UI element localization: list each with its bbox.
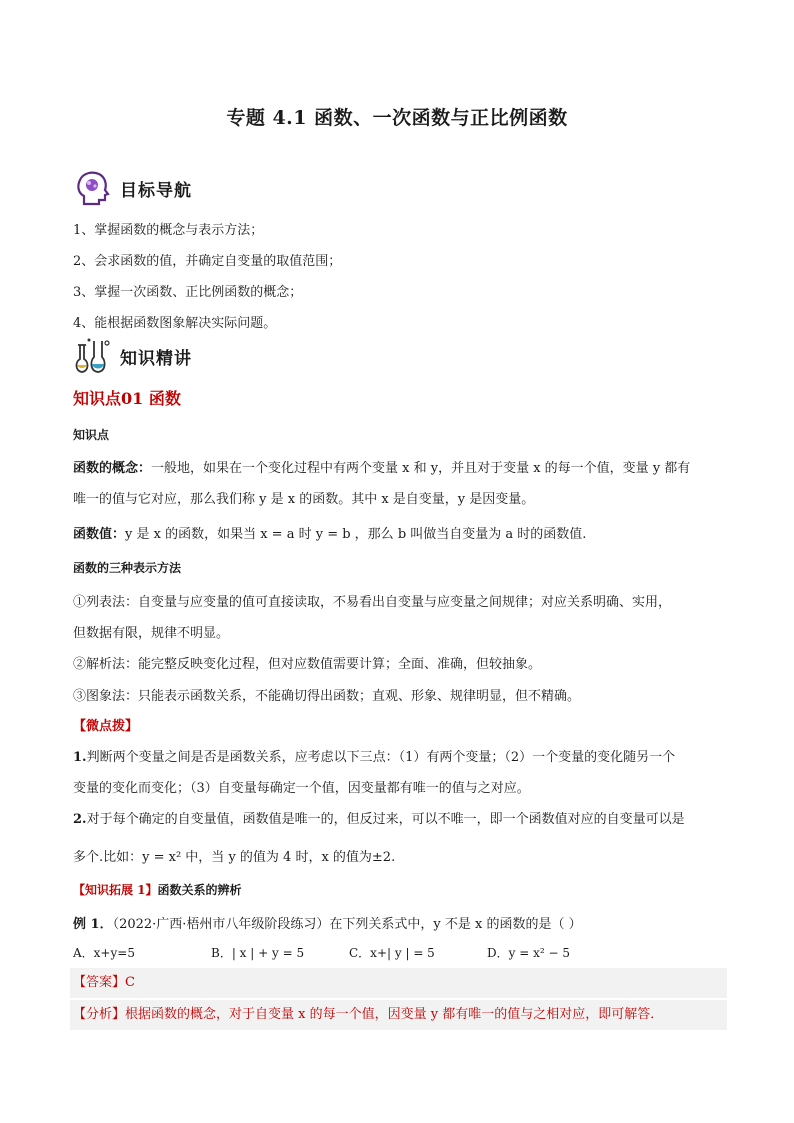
analysis-tag: 【分析】 [73, 1007, 126, 1022]
tip-text: 判断两个变量之间是否是函数关系，应考虑以下三点：（1）有两个变量；（2）一个变量的变化随另一个 [86, 750, 676, 765]
knowledge-point-title: 知识点01 函数 [73, 389, 181, 408]
section-heading: 知识精讲 [120, 348, 192, 369]
value-text: y 是 x 的函数，如果当 x = a 时 y = b ，那么 b 叫做当自变量为 a 时的函数值. [125, 527, 587, 542]
tip-line: 多个.比如：y = x² 中，当 y 的值为 4 时，x 的值为±2. [73, 850, 396, 865]
section-header-knowledge [72, 337, 192, 375]
example-question [73, 913, 582, 932]
extension-header [73, 881, 242, 898]
example-text: （2022·广西·梧州市八年级阶段练习）在下列关系式中，y 不是 x 的函数的是（ ） [112, 917, 582, 932]
goal-item: 2、会求函数的值，并确定自变量的取值范围； [73, 254, 342, 269]
tip-text: 对于每个确定的自变量值，函数值是唯一的，但反过来，可以不唯一，即一个函数值对应的自变量可以是 [86, 812, 685, 827]
option-a: A．x+y=5 [73, 946, 135, 960]
method-line: ①列表法：自变量与应变量的值可直接读取，不易看出自变量与应变量之间规律；对应关系明确、实用， [73, 595, 672, 610]
option-d: D．y = x² − 5 [487, 946, 570, 960]
answer-value: C [125, 975, 135, 990]
goal-item: 3、掌握一次函数、正比例函数的概念； [73, 285, 303, 300]
extension-title: 函数关系的辨析 [157, 883, 242, 897]
options-row [73, 944, 625, 961]
section-header-goals [72, 168, 192, 208]
example-number: 例 1． [73, 917, 113, 932]
head-brain-icon [72, 168, 112, 208]
method-line: ③图象法：只能表示函数关系，不能确切得出函数；直观、形象、规律明显，但不精确。 [73, 689, 581, 704]
method-line: 但数据有限，规律不明显。 [73, 626, 230, 641]
page-title: 专题 4.1 函数、一次函数与正比例函数 [226, 107, 568, 129]
tip-label: 【微点拨】 [73, 719, 139, 734]
option-c: C．x+| y | = 5 [349, 946, 435, 960]
goal-item: 4、能根据函数图象解决实际问题。 [73, 316, 277, 331]
methods-label: 函数的三种表示方法 [73, 561, 182, 575]
concept-label: 函数的概念： [73, 461, 152, 476]
tip-para-2 [73, 808, 685, 827]
analysis-box [70, 1000, 727, 1030]
value-label: 函数值： [73, 527, 126, 542]
concept-line-2: 唯一的值与它对应，那么我们称 y 是 x 的函数。其中 x 是自变量，y 是因变量。 [73, 492, 535, 507]
answer-tag: 【答案】 [73, 975, 126, 990]
value-line [73, 523, 586, 542]
kp-label: 知识点 [73, 428, 110, 442]
goal-item: 1、掌握函数的概念与表示方法； [73, 223, 264, 238]
concept-line [73, 457, 690, 476]
analysis-text: 根据函数的概念，对于自变量 x 的每一个值，因变量 y 都有唯一的值与之相对应，即可解答． [125, 1007, 664, 1022]
section-heading: 目标导航 [120, 180, 192, 201]
flask-icon [72, 337, 112, 375]
tip-line: 变量的变化而变化；（3）自变量每确定一个值，因变量都有唯一的值与之对应。 [73, 781, 530, 796]
concept-text: 一般地，如果在一个变化过程中有两个变量 x 和 y，并且对于变量 x 的每一个值，变量 y 都有 [151, 461, 691, 476]
option-b: B．| x | + y = 5 [211, 946, 305, 960]
method-line: ②解析法：能完整反映变化过程，但对应数值需要计算；全面、准确，但较抽象。 [73, 657, 542, 672]
tip-num: 2. [73, 812, 87, 827]
tip-para-1 [73, 746, 675, 765]
tip-num: 1. [73, 750, 87, 765]
extension-label: 【知识拓展 1】 [73, 883, 158, 897]
answer-box [70, 968, 727, 998]
